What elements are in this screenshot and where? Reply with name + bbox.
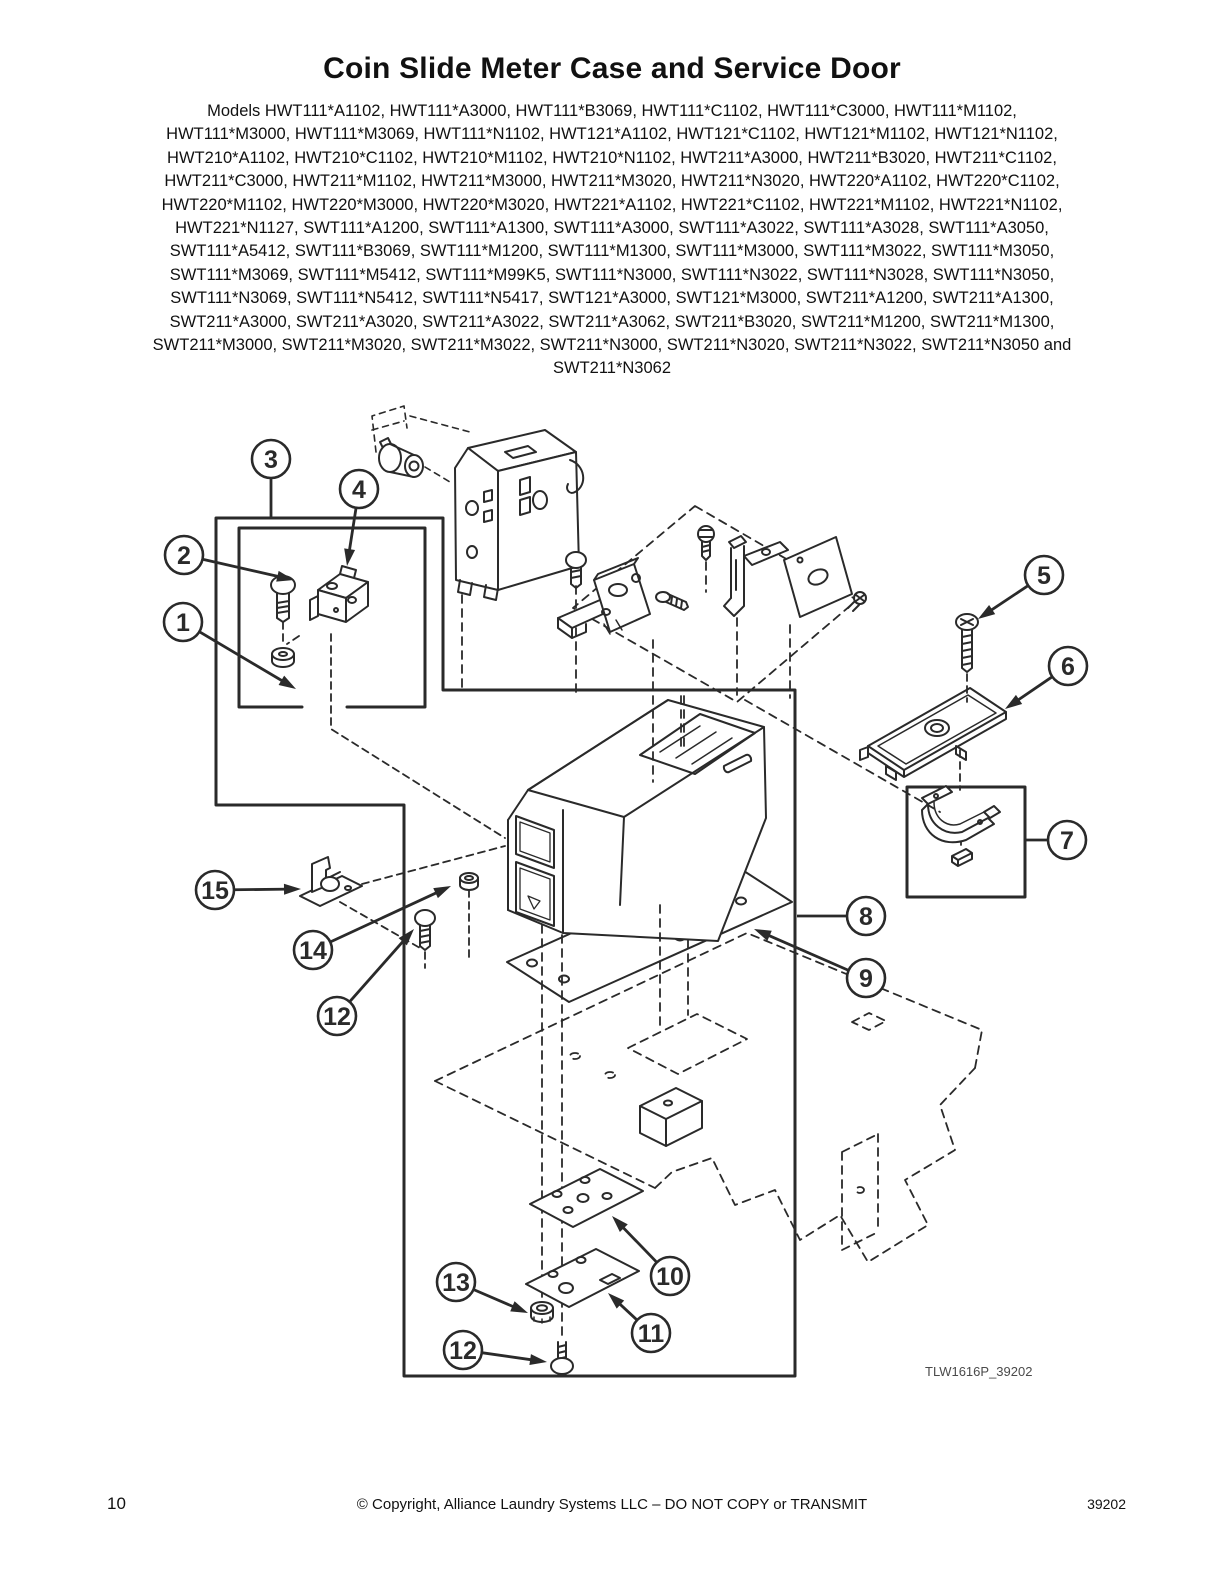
svg-text:12: 12 [323, 1003, 351, 1031]
bracket-plate-11 [526, 1249, 639, 1307]
group-box-7-outline [907, 787, 1025, 897]
callout-13 [437, 1263, 528, 1313]
carriage-bolt-12-bottom [551, 1342, 573, 1374]
screw-2 [271, 576, 295, 622]
svg-text:2: 2 [177, 542, 191, 570]
mounting-bracket-under-cabinet [640, 1088, 702, 1146]
model-list-line: SWT111*N3069, SWT111*N5412, SWT111*N5417, SWT121*A3000, SWT121*M3000, SWT211*A1200, SWT211*A1300, [170, 289, 1054, 308]
page-number: 10 [107, 1494, 126, 1513]
copyright-line: © Copyright, Alliance Laundry Systems LLC – DO NOT COPY or TRANSMIT [356, 1496, 868, 1513]
screw-12-upper [415, 910, 435, 950]
meter-case [508, 700, 766, 941]
svg-text:9: 9 [859, 965, 873, 993]
hex-screw-b [698, 526, 714, 560]
screw-5 [956, 614, 978, 672]
meter-mount-bracket [724, 536, 788, 616]
callout-2 [165, 536, 294, 582]
page-title: Coin Slide Meter Case and Service Door [323, 52, 901, 85]
callout-5 [978, 556, 1063, 619]
model-list-line: Models HWT111*A1102, HWT111*A3000, HWT111*B3069, HWT111*C1102, HWT111*C3000, HWT111*M1102, [207, 102, 1017, 120]
machine-bolt [656, 592, 688, 610]
model-list-line: HWT111*M3000, HWT111*M3069, HWT111*N1102, HWT121*A1102, HWT121*C1102, HWT121*M1102, HWT121*N1102, [166, 125, 1058, 144]
model-list-line: HWT211*C3000, HWT211*M1102, HWT211*M3000, HWT211*M3020, HWT211*N3020, HWT220*A1102, HWT220*C1102, [164, 172, 1060, 191]
doc-number: 39202 [1087, 1496, 1126, 1512]
bracket-plate-10 [530, 1169, 643, 1227]
callout-15 [196, 871, 301, 909]
svg-text:13: 13 [442, 1269, 470, 1297]
callout-7 [1026, 821, 1086, 859]
svg-text:8: 8 [859, 903, 873, 931]
svg-text:5: 5 [1037, 562, 1051, 590]
lock-cylinder [379, 438, 423, 477]
door-latch-15 [300, 857, 362, 906]
svg-text:12: 12 [449, 1337, 477, 1365]
latch-bracket-4 [310, 566, 368, 622]
push-nut-1 [272, 648, 294, 667]
diagram-code: TLW1616P_39202 [925, 1364, 1033, 1379]
model-list-line: SWT111*A5412, SWT111*B3069, SWT111*M1200, SWT111*M1300, SWT111*M3000, SWT111*M3022, SWT111*M3050, [169, 242, 1055, 261]
svg-text:10: 10 [656, 1263, 684, 1291]
meter-mount-plate [784, 537, 852, 617]
cover-plate-6 [860, 688, 1006, 780]
svg-text:6: 6 [1061, 653, 1075, 681]
cabinet-top-dashed [435, 933, 982, 1262]
callout-3 [252, 440, 290, 517]
left-dashed-links [340, 846, 505, 968]
callout-8 [797, 897, 885, 935]
model-list-line: SWT211*M3000, SWT211*M3020, SWT211*M3022, SWT211*N3000, SWT211*N3020, SWT211*N3022, SWT211*N3050 and [152, 336, 1072, 355]
model-list-line: HWT210*A1102, HWT210*C1102, HWT210*M1102, HWT210*N1102, HWT211*A3000, HWT211*B3020, HWT211*C1102, [167, 148, 1057, 167]
lock-nut-13 [531, 1302, 553, 1323]
model-list-line: HWT221*N1127, SWT111*A1200, SWT111*A1300, SWT111*A3000, SWT111*A3022, SWT111*A3028, SWT111*A3050, [175, 219, 1049, 238]
svg-text:3: 3 [264, 446, 278, 474]
callout-11 [608, 1293, 670, 1352]
coin-meter-body [455, 430, 583, 600]
door-bracket-7 [922, 786, 1000, 866]
callout-10 [612, 1216, 689, 1295]
callout-6 [1005, 647, 1087, 709]
callout-12 [444, 1331, 547, 1369]
model-list-line: SWT211*A3000, SWT211*A3020, SWT211*A3022, SWT211*A3062, SWT211*B3020, SWT211*M1200, SWT211*M1300, [169, 312, 1055, 331]
svg-text:11: 11 [637, 1320, 665, 1348]
svg-text:14: 14 [299, 937, 327, 965]
model-list-line: SWT111*M3069, SWT111*M5412, SWT111*M99K5, SWT111*N3000, SWT111*N3022, SWT111*N3028, SWT111*N3050, [169, 265, 1055, 284]
svg-text:15: 15 [201, 877, 229, 905]
svg-text:4: 4 [352, 476, 366, 504]
svg-text:1: 1 [176, 609, 190, 637]
svg-text:7: 7 [1060, 827, 1074, 855]
model-list-line: SWT211*N3062 [552, 359, 671, 378]
flange-nut-14 [460, 873, 478, 890]
model-list-line: HWT220*M1102, HWT220*M3000, HWT220*M3020, HWT221*A1102, HWT221*C1102, HWT221*M1102, HWT221*N1102, [161, 195, 1063, 214]
